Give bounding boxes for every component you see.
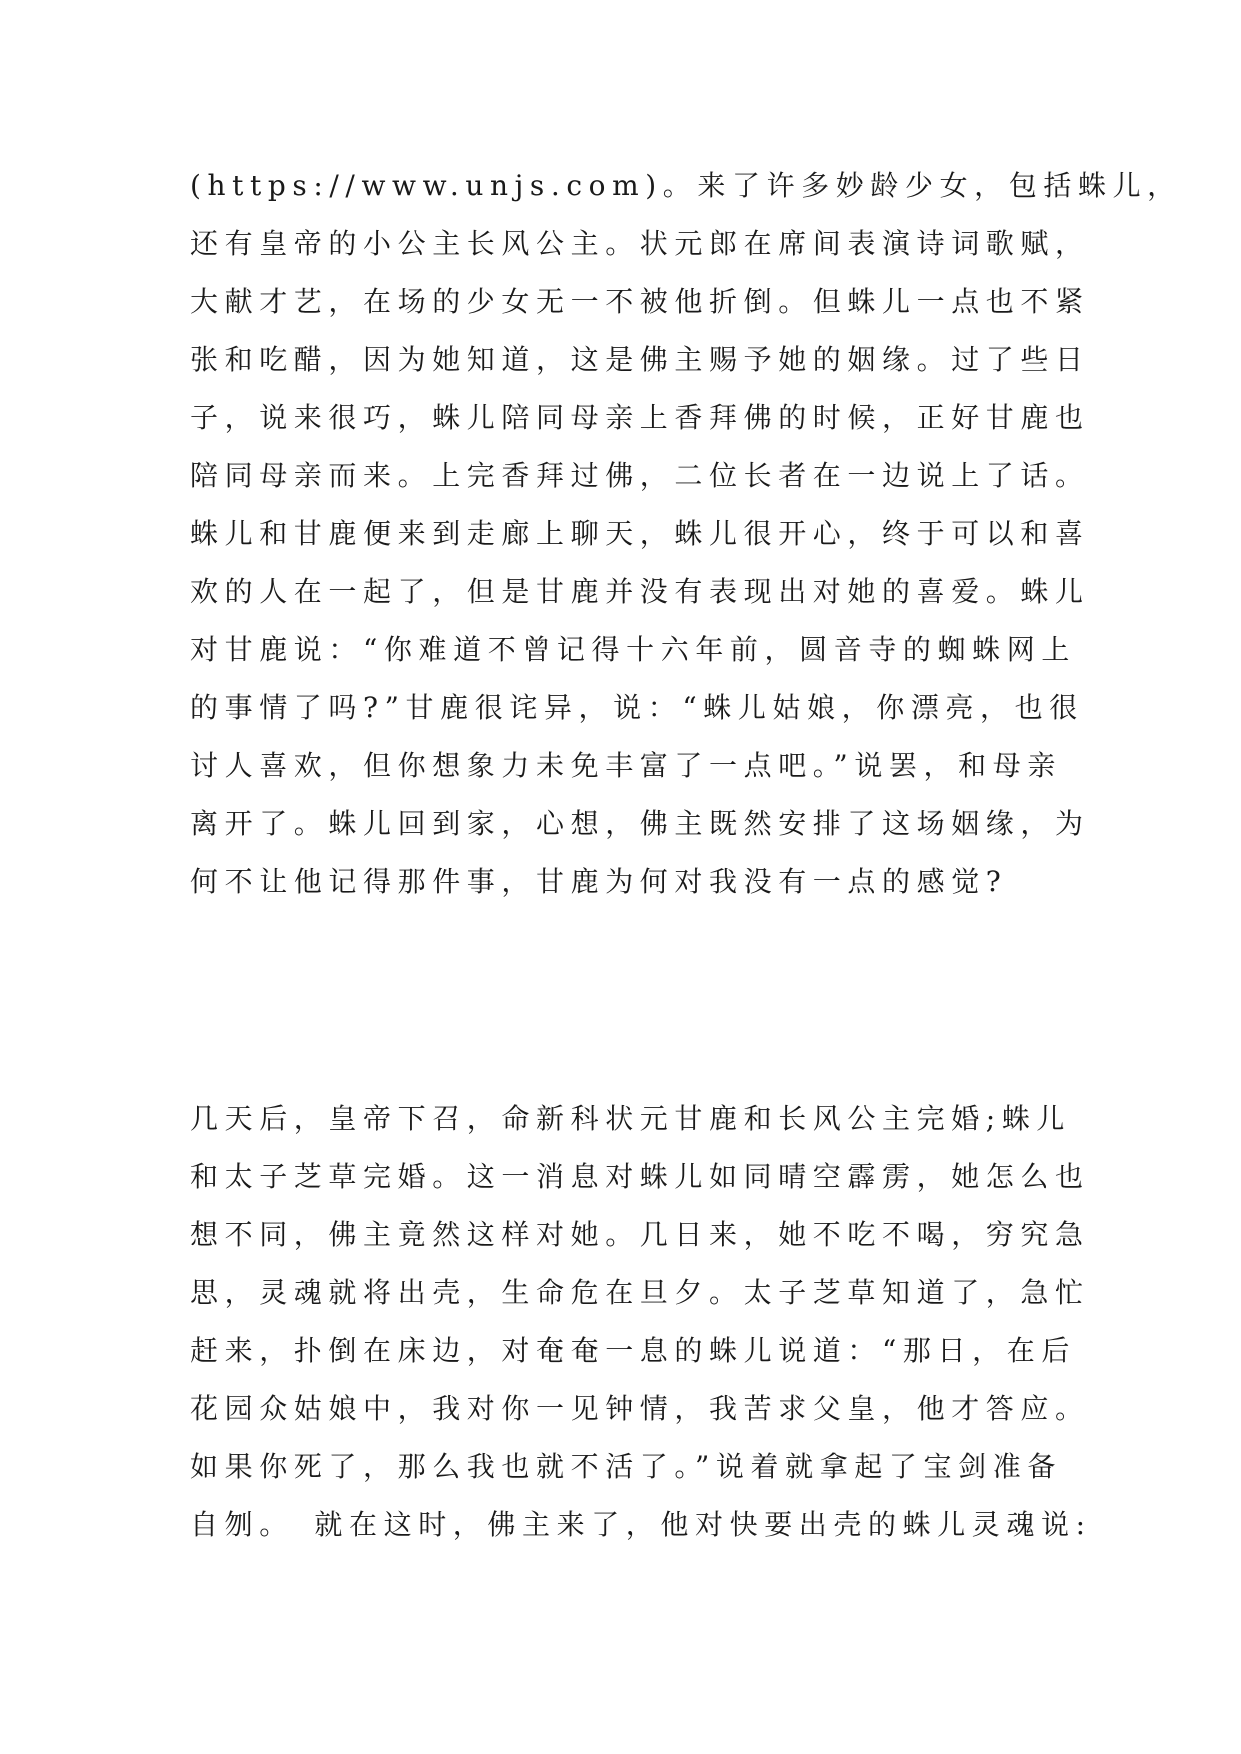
text-line: 张和吃醋，因为她知道，这是佛主赐予她的姻缘。过了些日 <box>190 343 1090 376</box>
text-line: 子，说来很巧，蛛儿陪同母亲上香拜佛的时候，正好甘鹿也 <box>190 401 1090 434</box>
text-line: 思，灵魂就将出壳，生命危在旦夕。太子芝草知道了，急忙 <box>190 1276 1090 1309</box>
text-line: 自刎。 就在这时，佛主来了，他对快要出壳的蛛儿灵魂说: <box>190 1508 1092 1541</box>
text-line: 欢的人在一起了，但是甘鹿并没有表现出对她的喜爱。蛛儿 <box>190 575 1090 608</box>
text-line: 对甘鹿说：“你难道不曾记得十六年前，圆音寺的蜘蛛网上 <box>190 633 1076 666</box>
text-line: 何不让他记得那件事，甘鹿为何对我没有一点的感觉? <box>190 865 1008 898</box>
text-line: 离开了。蛛儿回到家，心想，佛主既然安排了这场姻缘，为 <box>190 807 1090 840</box>
text-line: 蛛儿和甘鹿便来到走廊上聊天，蛛儿很开心，终于可以和喜 <box>190 517 1090 550</box>
text-line: (https://www.unjs.com)。来了许多妙龄少女，包括蛛儿， <box>190 169 1182 202</box>
story-paragraph-1 <box>190 157 1182 911</box>
text-line: 的事情了吗?”甘鹿很诧异，说：“蛛儿姑娘，你漂亮，也很 <box>190 691 1084 724</box>
text-line: 想不同，佛主竟然这样对她。几日来，她不吃不喝，穷究急 <box>190 1218 1090 1251</box>
text-line: 如果你死了，那么我也就不活了。”说着就拿起了宝剑准备 <box>190 1450 1062 1483</box>
text-line: 讨人喜欢，但你想象力未免丰富了一点吧。”说罢，和母亲 <box>190 749 1062 782</box>
text-line: 赶来，扑倒在床边，对奄奄一息的蛛儿说道：“那日，在后 <box>190 1334 1076 1367</box>
story-paragraph-2 <box>190 1090 1092 1554</box>
text-line: 还有皇帝的小公主长风公主。状元郎在席间表演诗词歌赋， <box>190 227 1090 260</box>
text-line: 和太子芝草完婚。这一消息对蛛儿如同晴空霹雳，她怎么也 <box>190 1160 1090 1193</box>
text-line: 大献才艺，在场的少女无一不被他折倒。但蛛儿一点也不紧 <box>190 285 1090 318</box>
text-line: 花园众姑娘中，我对你一见钟情，我苦求父皇，他才答应。 <box>190 1392 1090 1425</box>
text-line: 陪同母亲而来。上完香拜过佛，二位长者在一边说上了话。 <box>190 459 1090 492</box>
text-line: 几天后，皇帝下召，命新科状元甘鹿和长风公主完婚;蛛儿 <box>190 1102 1072 1135</box>
